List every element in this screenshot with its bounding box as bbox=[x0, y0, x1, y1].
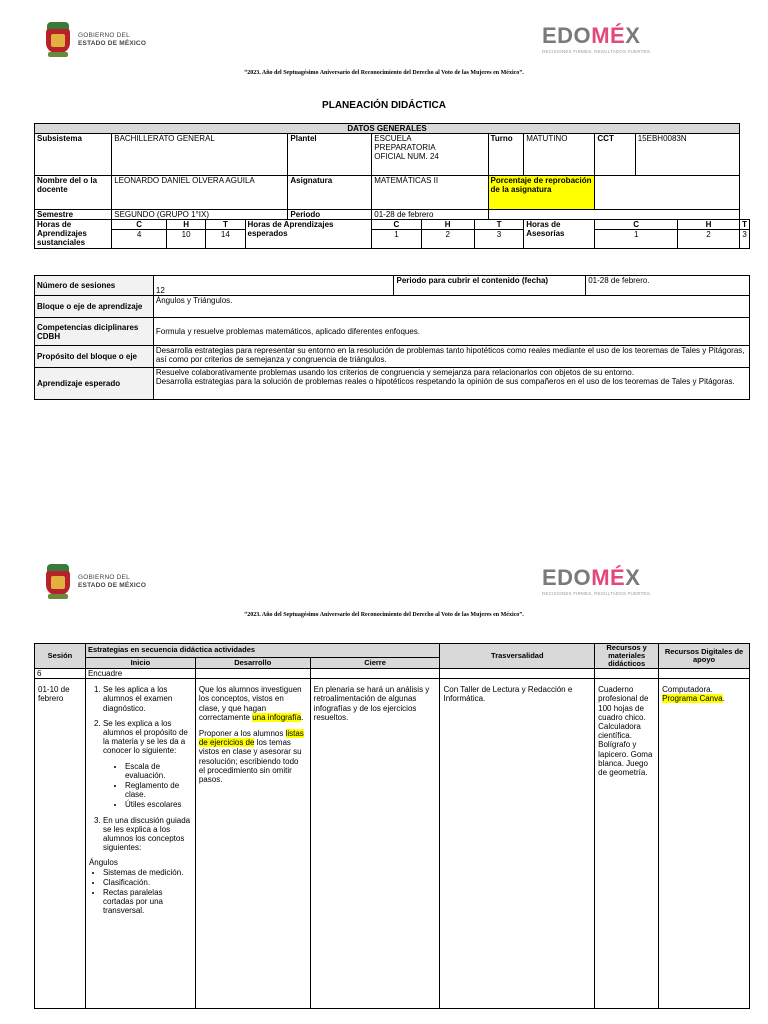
docente-value: LEONARDO DANIEL OLVERA AGUILA bbox=[112, 176, 288, 210]
row0-digitales bbox=[659, 669, 750, 679]
he-c-header: C bbox=[372, 220, 421, 230]
turno-label: Turno bbox=[488, 134, 524, 176]
periodo-value: 01-28 de febrero bbox=[372, 210, 488, 220]
desarrollo-2a: Proponer a los alumnos bbox=[198, 729, 286, 739]
government-logo bbox=[44, 22, 146, 58]
plantel-value bbox=[372, 134, 488, 176]
desarrollo-paragraph-2 bbox=[199, 729, 307, 784]
row0-inicio: Encuadre bbox=[85, 669, 195, 679]
sesiones-label: Número de sesiones bbox=[35, 276, 154, 296]
general-data-heading: DATOS GENERALES bbox=[35, 124, 740, 134]
sesion-cell: 01-10 de febrero bbox=[35, 679, 86, 1009]
row0-sesion: 6 bbox=[35, 669, 86, 679]
list-item: • Sistemas de medición. bbox=[103, 868, 192, 877]
list-item: • Clasificación. bbox=[103, 878, 192, 887]
inicio-cell bbox=[85, 679, 195, 1009]
desarrollo-paragraph-1 bbox=[199, 685, 307, 722]
edomex-brand: EDOMÉX bbox=[542, 23, 641, 48]
hs-c-value: 4 bbox=[112, 230, 167, 249]
gov-line-2: ESTADO DE MÉXICO bbox=[78, 40, 147, 47]
horas-sustanciales-label: Horas de Aprendizajes sustanciales bbox=[35, 220, 112, 249]
edomex-accent: MÉ bbox=[591, 565, 626, 590]
subsistema-value: BACHILLERATO GENERAL bbox=[112, 134, 288, 176]
recursos-cell: Cuaderno profesional de 100 hojas de cuadro chico. Calculadora científica. Bolígrafo y lapicero. Goma blanca. Juego de geometría. bbox=[595, 679, 659, 1009]
list-item: • Útiles escolares bbox=[125, 800, 192, 809]
edomex-logo-2 bbox=[542, 566, 670, 596]
cierre-cell: En plenaria se hará un análisis y retroalimentación de algunas infografías y de los ejercicios resueltos. bbox=[310, 679, 440, 1009]
asignatura-label: Asignatura bbox=[288, 176, 372, 210]
hs-t-header: T bbox=[206, 220, 245, 230]
horas-esperados-label: Horas de Aprendizajes esperados bbox=[245, 220, 372, 249]
col-desarrollo-header: Desarrollo bbox=[195, 657, 310, 668]
semestre-label: Semestre bbox=[35, 210, 112, 220]
aprendizaje-label: Aprendizaje esperado bbox=[35, 368, 154, 400]
general-data-table bbox=[34, 123, 750, 249]
edomex-logo bbox=[542, 24, 670, 54]
he-t-value: 3 bbox=[474, 230, 523, 249]
semestre-row-empty bbox=[488, 210, 740, 220]
trasversalidad-cell: Con Taller de Lectura y Redacción e Informática. bbox=[440, 679, 595, 1009]
col-recursos-header: Recursos y materiales didácticos bbox=[595, 644, 659, 669]
edomex-slogan: DECISIONES FIRMES, RESULTADOS FUERTES. bbox=[542, 49, 652, 54]
porcentaje-value bbox=[595, 176, 740, 210]
he-h-header: H bbox=[421, 220, 474, 230]
periodo-cubrir-value: 01-28 de febrero. bbox=[586, 276, 750, 296]
periodo-label: Periodo bbox=[288, 210, 372, 220]
row0-recursos bbox=[595, 669, 659, 679]
hs-h-value: 10 bbox=[166, 230, 205, 249]
desarrollo-1c: . bbox=[301, 712, 304, 722]
periodo-cubrir-label: Periodo para cubrir el contenido (fecha) bbox=[394, 276, 586, 296]
competencias-value: Formula y resuelve problemas matemáticos, aplicado diferentes enfoques. bbox=[153, 318, 749, 346]
aprendizaje-value bbox=[153, 368, 749, 400]
cct-label: CCT bbox=[595, 134, 635, 176]
col-estrategias-header: Estrategias en secuencia didáctica actividades bbox=[85, 644, 440, 658]
he-h-value: 2 bbox=[421, 230, 474, 249]
aprendizaje-line-2: Desarrolla estrategias para la solución de problemas reales o hipotéticos respetando la opinión de sus compañeros en el uso de los teoremas de Tales y Pitágoras. bbox=[155, 377, 735, 386]
porcentaje-label: Porcentaje de reprobación de la asignatura bbox=[488, 176, 595, 210]
motto-2: “2023. Año del Septuagésimo Aniversario del Reconocimiento del Derecho al Voto de las Mujeres en México”. bbox=[244, 612, 524, 618]
inicio-step-2 bbox=[103, 719, 192, 810]
digitales-cell bbox=[659, 679, 750, 1009]
plantel-line-3: OFICIAL NUM. 24 bbox=[374, 152, 439, 161]
he-c-value: 1 bbox=[372, 230, 421, 249]
gov-line-1: GOBIERNO DEL bbox=[78, 32, 130, 39]
list-item: • Rectas paralelas cortadas por una transversal. bbox=[103, 888, 192, 916]
semestre-value: SEGUNDO (GRUPO 1°IX) bbox=[112, 210, 288, 220]
list-item: • Reglamento de clase. bbox=[125, 781, 192, 799]
hs-t-value: 14 bbox=[206, 230, 245, 249]
subsistema-label: Subsistema bbox=[35, 134, 112, 176]
inicio-step-3: 3. En una discusión guiada se les explica a los alumnos los conceptos siguientes: bbox=[103, 816, 192, 853]
desarrollo-highlight-1: una infografía bbox=[252, 712, 302, 722]
page-title: PLANEACIÓN DIDÁCTICA bbox=[322, 100, 446, 111]
competencias-label: Competencias diciplinares CDBH bbox=[35, 318, 154, 346]
eje-label: Bloque o eje de aprendizaje bbox=[35, 296, 154, 318]
horas-asesorias-label: Horas de Asesorías bbox=[524, 220, 595, 249]
hs-h-header: H bbox=[166, 220, 205, 230]
ha-h-header: H bbox=[677, 220, 739, 230]
desarrollo-1a: Que los alumnos investiguen los conceptos, vistos en clase, y que hagan correctamente bbox=[198, 685, 302, 722]
edomex-accent: MÉ bbox=[591, 23, 626, 48]
list-item: • Escala de evaluación. bbox=[125, 762, 192, 780]
didactic-sequence-table bbox=[34, 643, 750, 1009]
sesiones-value: 12 bbox=[153, 276, 394, 296]
angulos-label: Ángulos bbox=[88, 858, 118, 868]
asignatura-value: MATEMÁTICAS II bbox=[372, 176, 488, 210]
gov-line-1: GOBIERNO DEL bbox=[78, 574, 130, 581]
desarrollo-highlight-2: listas de ejercicios de bbox=[198, 729, 304, 748]
aprendizaje-line-1: Resuelve colaborativamente problemas usando los criterios de congruencia y semejanza para relacionarlos con objetos de su entorno. bbox=[155, 368, 634, 377]
plantel-line-1: ESCUELA bbox=[374, 134, 412, 143]
state-crest-icon bbox=[44, 564, 72, 600]
block-info-table bbox=[34, 275, 750, 400]
gov-line-2: ESTADO DE MÉXICO bbox=[78, 582, 147, 589]
col-inicio-header: Inicio bbox=[85, 657, 195, 668]
desarrollo-2c: los temas vistos en clase y asesorar su resolución; escribiendo todo el procedimiento sin omitir pasos. bbox=[198, 738, 302, 785]
row0-trasversalidad bbox=[440, 669, 595, 679]
row0-desarrollo bbox=[195, 669, 310, 679]
col-trasversalidad-header: Trasversalidad bbox=[440, 644, 595, 669]
cct-value: 15EBH0083N bbox=[635, 134, 739, 176]
ha-t-value: 3 bbox=[740, 230, 750, 249]
proposito-value: Desarrolla estrategias para representar su entorno en la resolución de problemas tanto hipotéticos como reales mediante el uso de los teoremas de Tales y Pitágoras, así como por criterios de semejanza y congruencia de triángulos. bbox=[153, 346, 749, 368]
digital-line-3: . bbox=[722, 694, 725, 704]
ha-t-header: T bbox=[740, 220, 750, 230]
edomex-slogan: DECISIONES FIRMES, RESULTADOS FUERTES. bbox=[542, 591, 652, 596]
plantel-label: Plantel bbox=[288, 134, 372, 176]
motto-1: “2023. Año del Septuagésimo Aniversario del Reconocimiento del Derecho al Voto de las Mujeres en México”. bbox=[244, 70, 524, 76]
col-sesion-header: Sesión bbox=[35, 644, 86, 669]
inicio-step-2-text: Se les explica a los alumnos el propósito de la materia y se les da a conocer lo siguiente: bbox=[102, 718, 188, 756]
digital-highlight: Programa Canva bbox=[662, 694, 723, 704]
col-digitales-header: Recursos Digitales de apoyo bbox=[659, 644, 750, 669]
docente-label: Nombre del o la docente bbox=[35, 176, 112, 210]
eje-value: Ángulos y Triángulos. bbox=[153, 296, 749, 318]
desarrollo-cell bbox=[195, 679, 310, 1009]
ha-h-value: 2 bbox=[677, 230, 739, 249]
ha-c-header: C bbox=[595, 220, 678, 230]
state-crest-icon bbox=[44, 22, 72, 58]
digital-line-1: Computadora. bbox=[662, 685, 713, 695]
edomex-brand: EDOMÉX bbox=[542, 565, 641, 590]
turno-value: MATUTINO bbox=[524, 134, 595, 176]
proposito-label: Propósito del bloque o eje bbox=[35, 346, 154, 368]
he-t-header: T bbox=[474, 220, 523, 230]
plantel-line-2: PREPARATORIA bbox=[374, 143, 436, 152]
government-logo-2 bbox=[44, 564, 146, 600]
inicio-step-1: 1. Se les aplica a los alumnos el examen diagnóstico. bbox=[103, 685, 192, 713]
col-cierre-header: Cierre bbox=[310, 657, 440, 668]
row0-cierre bbox=[310, 669, 440, 679]
hs-c-header: C bbox=[112, 220, 167, 230]
ha-c-value: 1 bbox=[595, 230, 678, 249]
